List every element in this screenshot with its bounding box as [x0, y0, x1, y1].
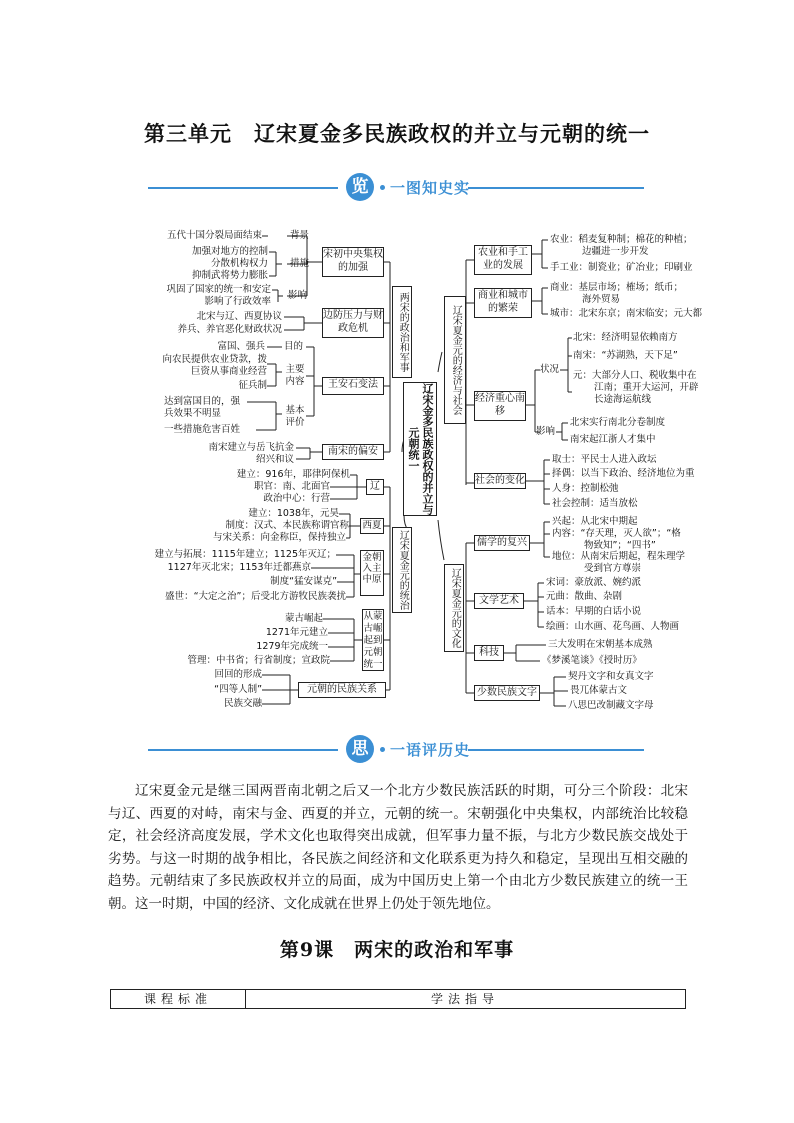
banner-icon-si: 思 — [346, 735, 374, 763]
banner-icon-lan: 览 — [346, 173, 374, 201]
branch-economy-society: 辽宋夏金元的经济与社会 — [444, 296, 466, 424]
text-soc-3: 人身：控制松弛 — [552, 483, 619, 494]
box-commerce-city: 商业和城市的繁荣 — [474, 288, 532, 318]
box-econ-shift: 经济重心南移 — [474, 391, 526, 421]
text-soc-2: 择偶：以当下政治、经济地位为重 — [552, 468, 695, 479]
text-art-2: 元曲：散曲、杂剧 — [546, 591, 623, 602]
box-literature-art: 文学艺术 — [474, 593, 524, 609]
text-script-2: 畏兀体蒙古文 — [570, 685, 628, 696]
banner-label: 一图知史实 — [390, 179, 471, 197]
label-main-content: 主要内容 — [285, 364, 305, 387]
text-conf-1: 兴起：从北宋中期起 — [552, 516, 638, 527]
text-bg: 五代十国分裂局面结束 — [166, 230, 262, 241]
text-econ-3: 元：大部分人口、税收集中在 — [573, 370, 697, 381]
text-conf-4: 地位：从南宋后期起，程朱理学 — [552, 551, 686, 562]
text-tech-2: 《梦溪笔谈》《授时历》 — [542, 655, 642, 666]
text-com-3: 城市：北宋东京；南宋临安；元大都 — [550, 308, 703, 319]
text-xixia-3: 与宋关系：向金称臣，保持独立 — [212, 532, 346, 543]
text-yuan-2: 1271年元建立 — [265, 627, 328, 638]
box-wang-anshi-reform: 王安石变法 — [322, 377, 384, 395]
label-status: 状况 — [540, 364, 560, 375]
text-script-1: 契丹文字和女真文字 — [568, 671, 654, 682]
text-measure-3: 抑制武将势力膨胀 — [191, 270, 268, 281]
text-ss-1: 南宋建立与岳飞抗金 — [208, 442, 294, 453]
text-econ-infl-1: 北宋实行南北分卷制度 — [570, 417, 666, 428]
text-yuan-3: 1279年完成统一 — [256, 641, 328, 652]
unit-title: 第三单元 辽宋夏金多民族政权的并立与元朝的统一 — [144, 121, 650, 146]
box-liao: 辽 — [366, 479, 384, 495]
label-measures: 措施 — [290, 258, 310, 269]
branch-politics-military: 两宋的政治和军事 — [392, 286, 412, 378]
label-purpose: 目的 — [284, 341, 304, 352]
text-content-2: 巨资从事商业经营 — [190, 366, 267, 377]
text-xixia-2: 制度：汉式、本民族称谓官称 — [225, 520, 349, 531]
label-evaluation: 基本评价 — [285, 405, 305, 428]
box-science: 科技 — [474, 645, 504, 661]
text-econ-infl-2: 南宋起江浙人才集中 — [570, 434, 656, 445]
lesson-title: 第9课 两宋的政治和军事 — [279, 939, 515, 961]
box-society: 社会的变化 — [474, 473, 526, 489]
banner-rule-right — [468, 749, 644, 751]
text-com-1: 商业：基层市场；榷场；纸币； — [550, 282, 684, 293]
branch-regimes: 辽宋夏金元的统治 — [392, 527, 412, 613]
box-jin: 金朝入主中原 — [360, 550, 384, 596]
text-eth-3: 民族交融 — [223, 698, 262, 709]
text-bf-2: 养兵、养官恶化财政状况 — [177, 324, 282, 335]
box-minority-scripts: 少数民族文字 — [474, 685, 540, 701]
mind-map-center: 辽宋金多民族政权的并立与元朝统一 — [403, 382, 437, 516]
text-measure-2: 分散机构权力 — [210, 258, 268, 269]
text-measure-1: 加强对地方的控制 — [191, 246, 268, 257]
text-eth-2: “四等人制” — [214, 684, 262, 695]
text-script-3: 八思巴改制藏文字母 — [568, 700, 654, 711]
text-ss-2: 绍兴和议 — [255, 454, 294, 465]
text-yuan-4: 管理：中书省；行省制度；宣政院 — [187, 655, 330, 666]
box-xixia: 西夏 — [360, 518, 384, 534]
text-jin-2: 1127年灭北宋；1153年迁都燕京 — [167, 562, 311, 573]
text-econ-2: 南宋：“苏湖熟，天下足” — [573, 350, 678, 361]
text-tech-1: 三大发明在宋朝基本成熟 — [548, 639, 653, 650]
text-art-1: 宋词：豪放派、婉约派 — [546, 577, 642, 588]
branch-culture: 辽宋夏金元的文化 — [444, 564, 464, 652]
banner-reflection — [148, 737, 644, 763]
text-com-2: 海外贸易 — [582, 294, 621, 305]
text-agri-3: 手工业：制瓷业；矿冶业；印刷业 — [550, 262, 693, 273]
text-conf-3: 物致知”；“四书” — [584, 540, 656, 551]
guidance-table-header — [110, 989, 686, 1009]
col-study-guidance: 学法指导 — [430, 992, 499, 1006]
box-border-finance: 边防压力与财政危机 — [322, 308, 384, 338]
text-jin-1: 建立与拓展：1115年建立；1125年灭辽； — [154, 549, 336, 560]
text-art-4: 绘画：山水画、花鸟画、人物画 — [546, 621, 680, 632]
text-liao-3: 政治中心：行营 — [263, 493, 330, 504]
text-soc-1: 取士：平民士人进入政坛 — [552, 454, 657, 465]
box-mongol-yuan: 从蒙古崛起到元朝统一 — [363, 611, 383, 670]
text-eval-3: 一些措施危害百姓 — [164, 424, 241, 435]
text-eval-1: 达到富国目的，强 — [164, 396, 241, 407]
text-content-1: 向农民提供农业贷款，拨 — [162, 354, 267, 365]
banner-rule-left — [148, 749, 338, 751]
text-econ-5: 长途海运航线 — [594, 394, 652, 405]
label-influence: 影响 — [288, 290, 308, 301]
col-curriculum-standard: 课程标准 — [111, 990, 246, 1008]
text-bf-1: 北宋与辽、西夏协议 — [196, 311, 282, 322]
text-purpose: 富国、强兵 — [217, 341, 265, 352]
label-background: 背景 — [290, 230, 310, 241]
text-agri-2: 边疆进一步开发 — [582, 246, 649, 257]
text-soc-4: 社会控制：适当放松 — [552, 498, 638, 509]
label-influence-econ: 影响 — [536, 426, 556, 437]
banner-dot — [380, 747, 385, 752]
box-agri-craft: 农业和手工业的发展 — [474, 245, 532, 275]
text-liao-1: 建立：916年，耶律阿保机 — [236, 469, 350, 480]
text-econ-1: 北宋：经济明显依赖南方 — [573, 332, 678, 343]
text-jin-3: 制度“猛安谋克” — [270, 576, 337, 587]
text-liao-2: 职官：南、北面官 — [253, 481, 330, 492]
box-central-power: 宋初中央集权的加强 — [322, 247, 384, 277]
text-content-3: 征兵制 — [238, 380, 267, 391]
text-conf-2: 内容：“存天理，灭人欲”；“格 — [552, 528, 681, 539]
banner-label: 一语评历史 — [390, 741, 471, 759]
text-influence-2: 影响了行政效率 — [204, 296, 271, 307]
text-econ-4: 江南；重开大运河，开辟 — [594, 382, 699, 393]
text-eth-1: 回回的形成 — [214, 669, 262, 680]
text-eval-2: 兵效果不明显 — [164, 408, 222, 419]
summary-paragraph: 辽宋夏金元是继三国两晋南北朝之后又一个北方少数民族活跃的时期，可分三个阶段：北宋与辽、西夏的对峙，南宋与金、西夏的并立，元朝的统一。宋朝强化中央集权，内部统治比较稳定，社会经济高度发展，学术文化也取得突出成就，但军事力量不振，与北方少数民族交战处于劣势。与这一时期的战争相比，各民族之间经济和文化联系更为持久和稳定，呈现出互相交融的趋势。元朝结束了多民族政权并立的局面，成为中国历史上第一个由北方少数民族建立的统一王朝。这一时期，中国的经济、文化成就在世界上仍处于领先地位。 — [108, 783, 688, 912]
text-jin-4: 盛世：“大定之治”；后受北方游牧民族袭扰 — [165, 591, 346, 602]
text-influence-1: 巩固了国家的统一和安定 — [166, 284, 271, 295]
text-art-3: 话本：早期的白话小说 — [546, 606, 642, 617]
text-yuan-1: 蒙古崛起 — [284, 613, 323, 624]
box-yuan-ethnic: 元朝的民族关系 — [298, 682, 386, 698]
text-agri-1: 农业：稻麦复种制；棉花的种植； — [550, 234, 693, 245]
box-southern-song: 南宋的偏安 — [322, 444, 384, 460]
text-conf-5: 受到官方尊崇 — [584, 563, 642, 574]
box-confucian-revival: 儒学的复兴 — [474, 535, 530, 551]
text-xixia-1: 建立：1038年，元昊 — [248, 508, 339, 519]
